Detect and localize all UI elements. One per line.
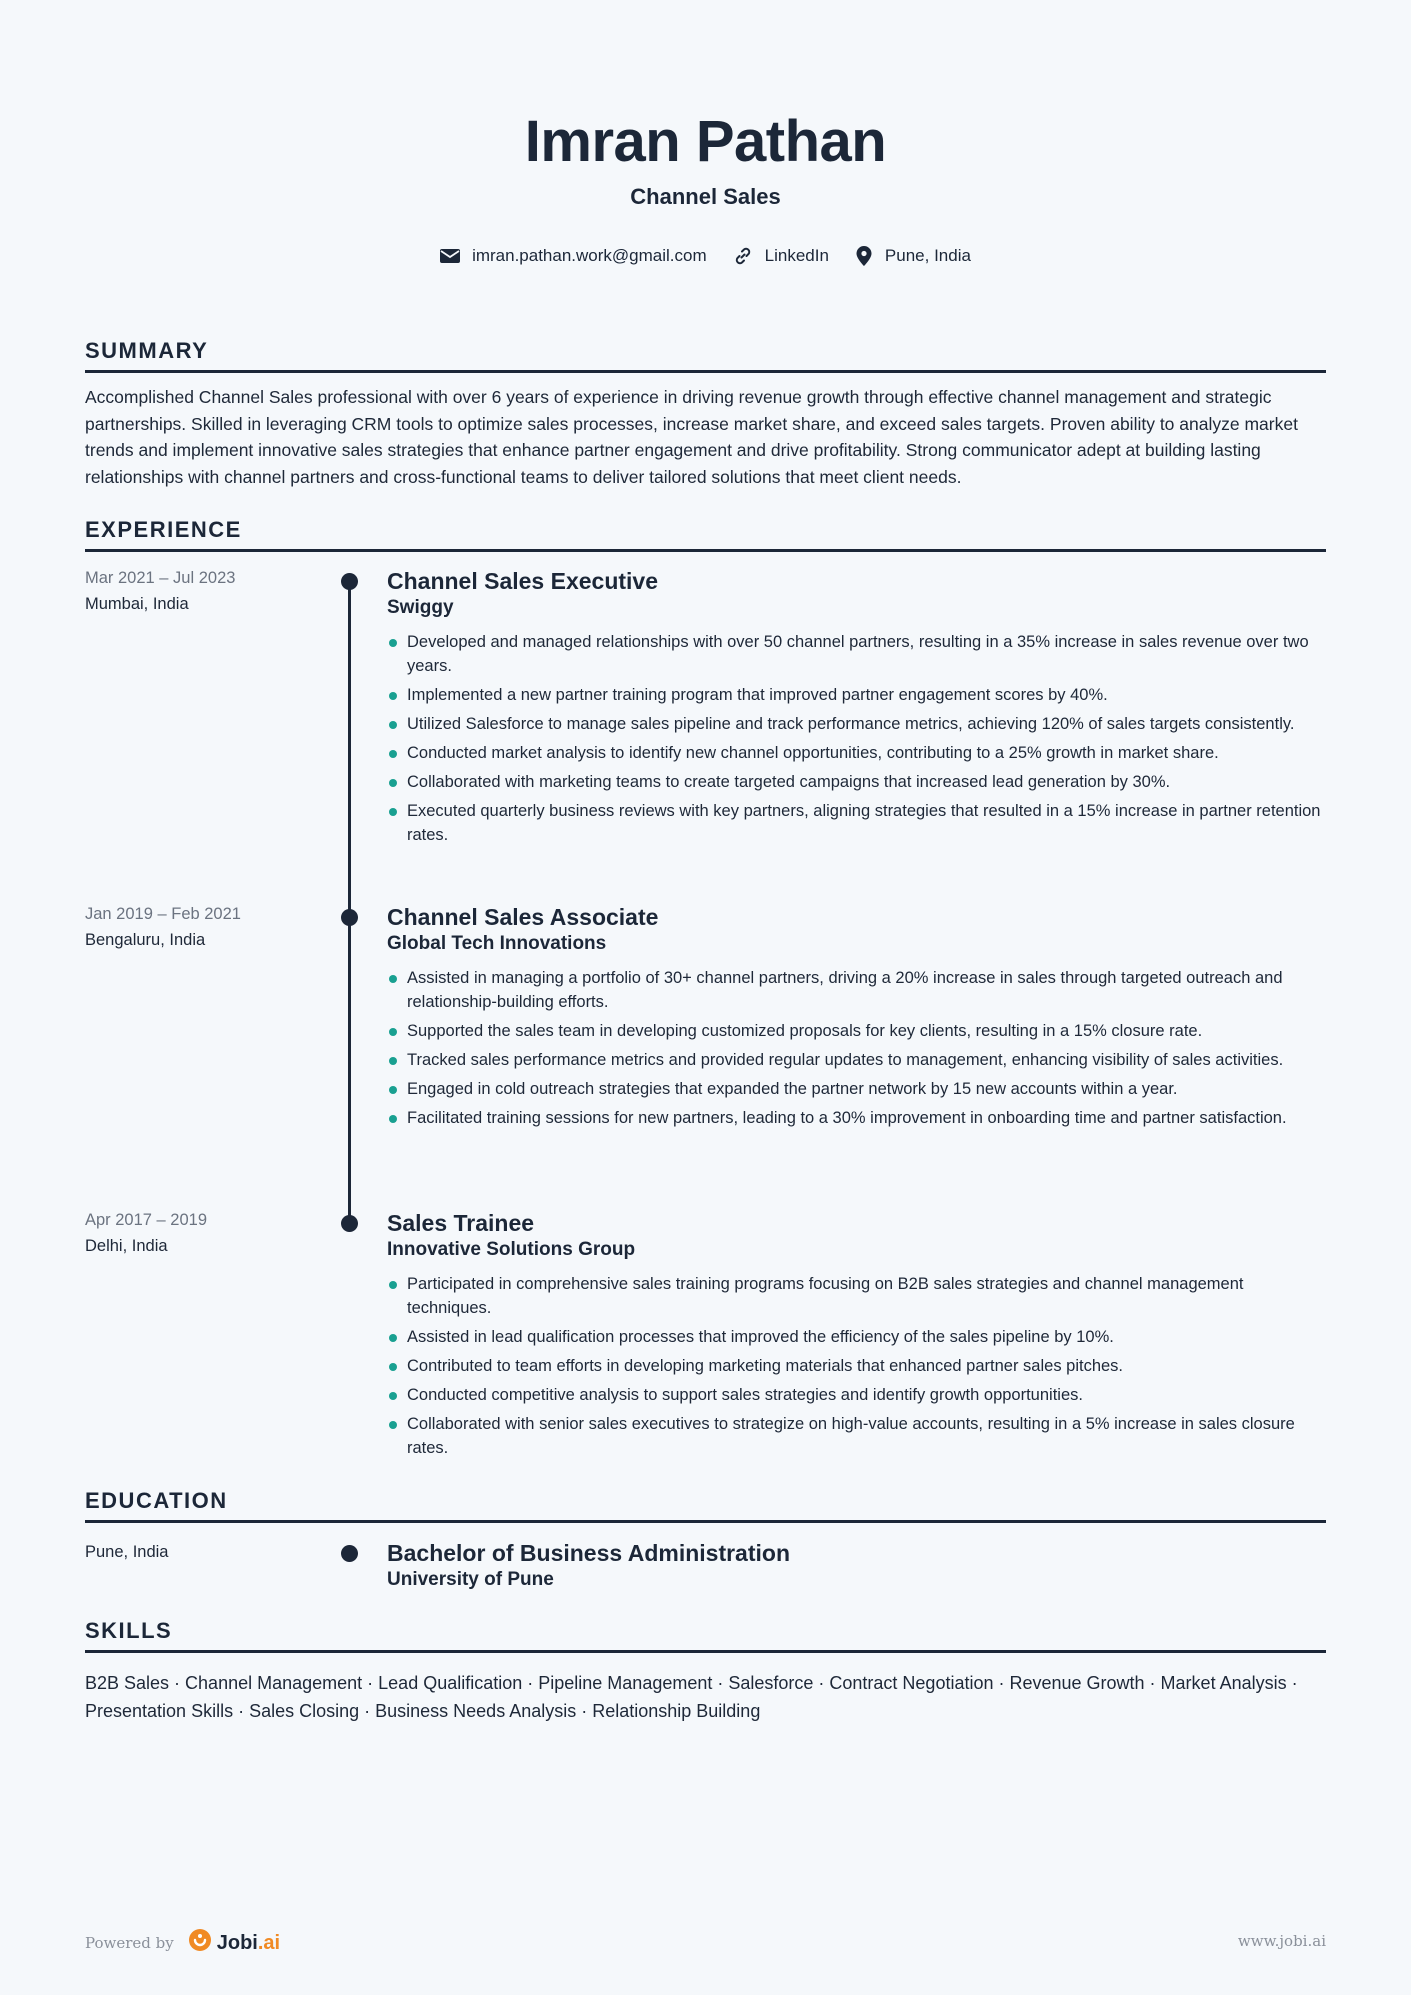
bullet-dot: [389, 1028, 397, 1036]
job-title: Channel Sales Associate: [387, 904, 659, 930]
timeline-dot: [341, 909, 358, 926]
job-3-meta: [85, 1207, 325, 1259]
contact-bar: [85, 245, 1326, 267]
experience-heading: EXPERIENCE: [85, 517, 1326, 552]
bullet-item: Conducted market analysis to identify new channel opportunities, contributing to a 25% growth in market share.: [387, 741, 1327, 765]
bullet-dot: [389, 1057, 397, 1065]
bullet-item: Facilitated training sessions for new partners, leading to a 30% improvement in onboarding time and partner satisfaction.: [387, 1106, 1327, 1130]
linkedin-text: LinkedIn: [764, 246, 829, 265]
skills-heading: SKILLS: [85, 1618, 1326, 1653]
timeline-dot: [341, 573, 358, 590]
education-heading: EDUCATION: [85, 1488, 1326, 1523]
education-location: Pune, India: [85, 1543, 169, 1561]
bullet-item: Tracked sales performance metrics and provided regular updates to management, enhancing visibility of sales activities.: [387, 1048, 1327, 1072]
bullet-item: Engaged in cold outreach strategies that expanded the partner network by 15 new accounts within a year.: [387, 1077, 1327, 1101]
location-pin-icon: [855, 245, 873, 267]
bullet-dot: [389, 975, 397, 983]
skills-list: B2B Sales · Channel Management · Lead Qualification · Pipeline Management · Salesforce · Contract Negotiation · Revenue Growth · Market Analysis · Presentation Skills · Sales Closing · Business Needs Analysis · Relationship Building: [85, 1673, 1298, 1721]
bullet-dot: [389, 1392, 397, 1400]
contact-email[interactable]: [440, 246, 707, 266]
email-text: imran.pathan.work@gmail.com: [472, 246, 707, 265]
footer-website[interactable]: www.jobi.ai: [1237, 1932, 1326, 1950]
bullet-dot: [389, 1115, 397, 1123]
degree-title: Bachelor of Business Administration: [387, 1540, 790, 1566]
bullet-dot: [389, 1086, 397, 1094]
job-location: Mumbai, India: [85, 595, 189, 613]
brand-suffix: .ai: [257, 1931, 281, 1954]
bullet-item: Collaborated with senior sales executives to strategize on high-value accounts, resulting in a 5% increase in sales closure rates.: [387, 1412, 1327, 1460]
job-location: Bengaluru, India: [85, 931, 206, 949]
bullet-item: Conducted competitive analysis to support sales strategies and identify growth opportunities.: [387, 1383, 1327, 1407]
job-1: [387, 567, 1327, 852]
location-text: Pune, India: [884, 246, 971, 265]
bullet-dot: [389, 692, 397, 700]
bullet-dot: [389, 639, 397, 647]
job-3: [387, 1209, 1327, 1465]
bullet-item: Assisted in managing a portfolio of 30+ channel partners, driving a 20% increase in sales through targeted outreach and relationship-building efforts.: [387, 966, 1327, 1014]
job-bullets: [387, 1272, 1327, 1460]
job-title: Channel Sales Executive: [387, 568, 659, 594]
company-name: Innovative Solutions Group: [387, 1239, 636, 1260]
education-meta: [85, 1539, 325, 1565]
bullet-dot: [389, 1421, 397, 1429]
bullet-item: Developed and managed relationships with over 50 channel partners, resulting in a 35% increase in sales revenue over two years.: [387, 630, 1327, 678]
bullet-item: Utilized Salesforce to manage sales pipeline and track performance metrics, achieving 120% of sales targets consistently.: [387, 712, 1327, 736]
powered-by-label: Powered by: [85, 1934, 174, 1952]
job-bullets: [387, 630, 1327, 847]
envelope-icon: [440, 248, 460, 264]
bullet-item: Contributed to team efforts in developing marketing materials that enhanced partner sales pitches.: [387, 1354, 1327, 1378]
contact-location: [855, 245, 971, 267]
jobi-logo[interactable]: [188, 1928, 280, 1958]
job-1-meta: [85, 565, 325, 617]
candidate-role: Channel Sales: [630, 184, 781, 209]
bullet-dot: [389, 750, 397, 758]
job-dates: Mar 2021 – Jul 2023: [85, 569, 236, 587]
bullet-item: Executed quarterly business reviews with key partners, aligning strategies that resulted in a 15% increase in partner retention rates.: [387, 799, 1327, 847]
timeline-line: [348, 583, 351, 1223]
bullet-item: Participated in comprehensive sales training programs focusing on B2B sales strategies and channel management techniques.: [387, 1272, 1327, 1320]
summary-heading: SUMMARY: [85, 338, 1326, 373]
education-entry: [387, 1539, 1327, 1602]
candidate-name: Imran Pathan: [524, 109, 887, 174]
bullet-item: Supported the sales team in developing customized proposals for key clients, resulting in a 15% closure rate.: [387, 1019, 1327, 1043]
bullet-dot: [389, 779, 397, 787]
company-name: Global Tech Innovations: [387, 933, 607, 954]
bullet-dot: [389, 808, 397, 816]
footer-branding: [85, 1928, 280, 1958]
link-icon: [733, 246, 753, 266]
timeline-dot: [341, 1545, 358, 1562]
bullet-dot: [389, 1281, 397, 1289]
bullet-dot: [389, 1334, 397, 1342]
job-2-meta: [85, 901, 325, 953]
school-name: University of Pune: [387, 1569, 554, 1590]
resume-page: [85, 0, 1326, 1995]
summary-text: Accomplished Channel Sales professional with over 6 years of experience in driving revenue growth through effective channel management and strategic partnerships. Skilled in leveraging CRM tools to optimize sales processes, increase market share, and exceed sales targets. Proven ability to analyze market trends and implement innovative sales strategies that enhance partner engagement and drive profitability. Strong communicator adept at building lasting relationships with channel partners and cross-functional teams to deliver tailored solutions that meet client needs.: [85, 387, 1298, 487]
company-name: Swiggy: [387, 597, 454, 618]
contact-linkedin[interactable]: [733, 246, 829, 266]
jobi-logo-icon: [188, 1928, 212, 1958]
job-title: Sales Trainee: [387, 1210, 535, 1236]
timeline-dot: [341, 1215, 358, 1232]
job-location: Delhi, India: [85, 1237, 168, 1255]
bullet-dot: [389, 721, 397, 729]
bullet-dot: [389, 1363, 397, 1371]
job-dates: Jan 2019 – Feb 2021: [85, 905, 241, 923]
job-2: [387, 903, 1327, 1135]
brand-main: Jobi: [216, 1931, 258, 1954]
bullet-item: Assisted in lead qualification processes that improved the efficiency of the sales pipeline by 10%.: [387, 1325, 1327, 1349]
bullet-item: Collaborated with marketing teams to create targeted campaigns that increased lead generation by 30%.: [387, 770, 1327, 794]
bullet-item: Implemented a new partner training program that improved partner engagement scores by 40%.: [387, 683, 1327, 707]
job-bullets: [387, 966, 1327, 1130]
job-dates: Apr 2017 – 2019: [85, 1211, 208, 1229]
